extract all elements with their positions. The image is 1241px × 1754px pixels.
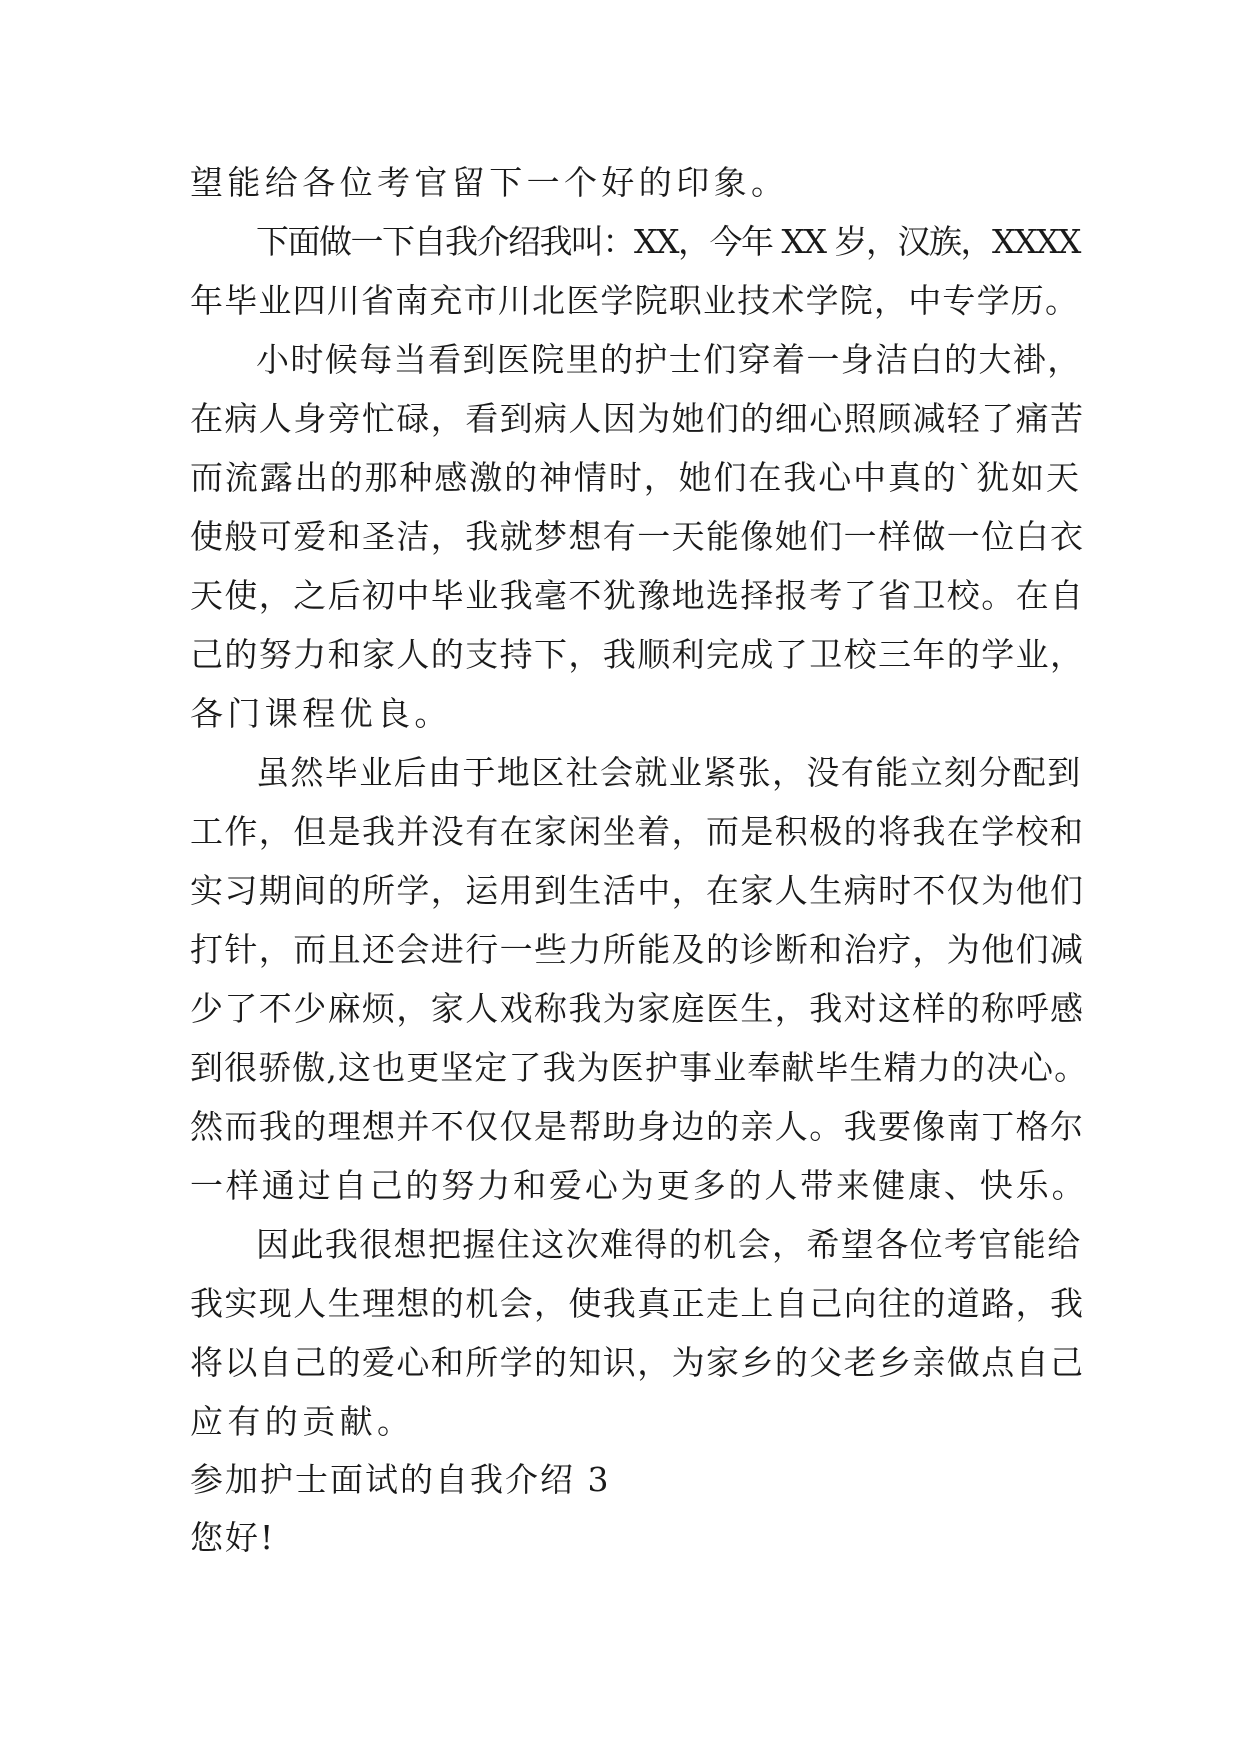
paragraph-line: 下面做一下自我介绍我叫：XX，今年 XX 岁，汉族，XXXX [256,222,1080,261]
paragraph-line: 年毕业四川省南充市川北医学院职业技术学院，中专学历。 [190,281,1080,320]
paragraph-line: 各门课程优良。 [190,694,452,733]
paragraph-line: 天使，之后初中毕业我毫不犹豫地选择报考了省卫校。在自 [190,576,1085,615]
paragraph-line: 而流露出的那种感激的神情时，她们在我心中真的`犹如天 [190,458,1081,497]
paragraph-line: 虽然毕业后由于地区社会就业紧张，没有能立刻分配到 [256,753,1082,792]
paragraph-line: 将以自己的爱心和所学的知识，为家乡的父老乡亲做点自己 [190,1343,1085,1382]
paragraph-line: 使般可爱和圣洁，我就梦想有一天能像她们一样做一位白衣 [190,517,1085,556]
section-title: 参加护士面试的自我介绍 3 [190,1460,611,1499]
paragraph-line: 一样通过自己的努力和爱心为更多的人带来健康、快乐。 [190,1166,1088,1205]
paragraph-line: 因此我很想把握住这次难得的机会，希望各位考官能给 [256,1225,1082,1264]
paragraph-line: 实习期间的所学，运用到生活中，在家人生病时不仅为他们 [190,871,1085,910]
paragraph-line: 打针，而且还会进行一些力所能及的诊断和治疗，为他们减 [190,930,1085,969]
paragraph-line: 我实现人生理想的机会，使我真正走上自己向往的道路，我 [190,1284,1085,1323]
paragraph-line: 应有的贡献。 [190,1402,415,1441]
paragraph-line: 少了不少麻烦，家人戏称我为家庭医生，我对这样的称呼感 [190,989,1085,1028]
paragraph-line: 望能给各位考官留下一个好的印象。 [190,163,789,202]
paragraph-line: 小时候每当看到医院里的护士们穿着一身洁白的大褂， [256,340,1082,379]
paragraph-line: 己的努力和家人的支持下，我顺利完成了卫校三年的学业， [190,635,1085,674]
paragraph-line: 然而我的理想并不仅仅是帮助身边的亲人。我要像南丁格尔 [190,1107,1085,1146]
paragraph-line: 到很骄傲,这也更坚定了我为医护事业奉献毕生精力的决心。 [190,1048,1089,1087]
greeting: 您好! [190,1518,276,1557]
paragraph-line: 在病人身旁忙碌，看到病人因为她们的细心照顾减轻了痛苦 [190,399,1085,438]
paragraph-line: 工作，但是我并没有在家闲坐着，而是积极的将我在学校和 [190,812,1085,851]
